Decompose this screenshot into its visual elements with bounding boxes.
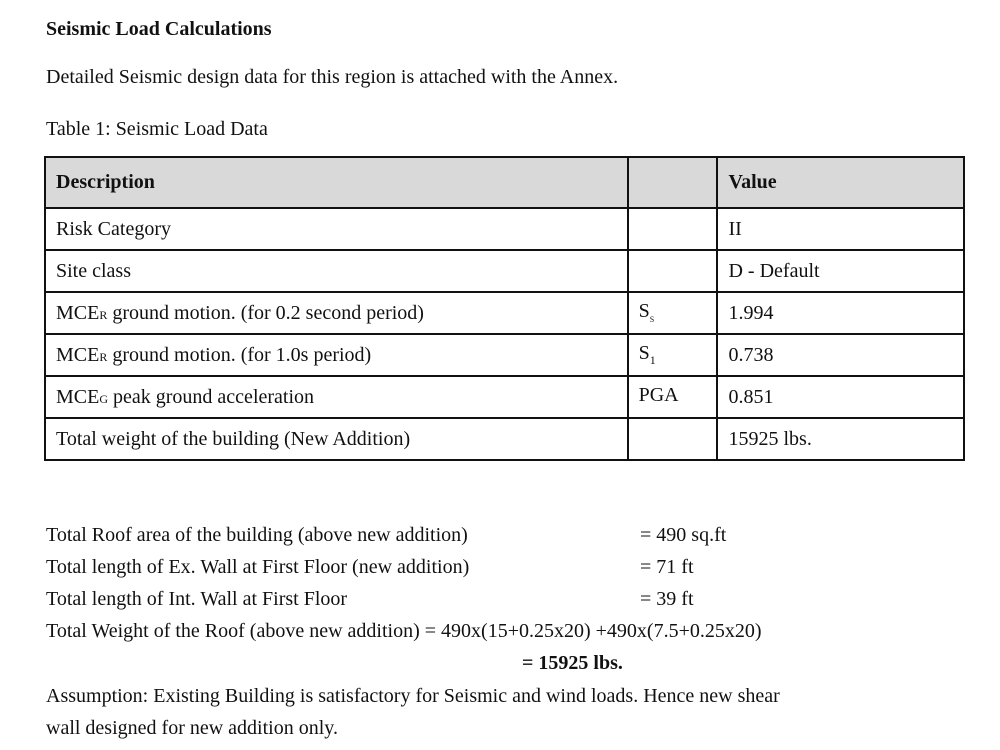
table-header-row — [45, 157, 964, 208]
row-description: Site class — [45, 250, 628, 292]
section-title: Seismic Load Calculations — [46, 18, 272, 40]
row-value: D - Default — [717, 250, 964, 292]
calc-label: Total Roof area of the building (above new addition) — [46, 524, 468, 546]
row-description: MCER ground motion. (for 1.0s period) — [45, 334, 628, 376]
row-symbol — [628, 250, 718, 292]
table-row — [45, 418, 964, 460]
table-row — [45, 250, 964, 292]
row-value: 1.994 — [717, 292, 964, 334]
row-symbol: PGA — [628, 376, 718, 418]
calc-value: = 39 ft — [640, 588, 694, 610]
row-symbol — [628, 208, 718, 250]
calc-value: = 71 ft — [640, 556, 694, 578]
table-row — [45, 292, 964, 334]
header-value: Value — [717, 157, 964, 208]
roof-weight-line: Total Weight of the Roof (above new addition) = 490x(15+0.25x20) +490x(7.5+0.25x20) — [46, 620, 762, 642]
row-symbol — [628, 418, 718, 460]
row-description: MCER ground motion. (for 0.2 second period) — [45, 292, 628, 334]
calc-label: Total length of Int. Wall at First Floor — [46, 588, 348, 610]
row-description: Risk Category — [45, 208, 628, 250]
calc-label: Total length of Ex. Wall at First Floor (new addition) — [46, 556, 470, 578]
header-description: Description — [45, 157, 628, 208]
row-value: II — [717, 208, 964, 250]
row-value: 0.738 — [717, 334, 964, 376]
roof-weight-result: = 15925 lbs. — [522, 652, 623, 674]
table-caption: Table 1: Seismic Load Data — [46, 118, 268, 140]
row-symbol: $S_s$ — [628, 292, 718, 334]
row-value: 0.851 — [717, 376, 964, 418]
intro-text: Detailed Seismic design data for this region is attached with the Annex. — [46, 66, 619, 88]
row-description: Total weight of the building (New Addition) — [45, 418, 628, 460]
table-row — [45, 376, 964, 418]
row-value: 15925 lbs. — [717, 418, 964, 460]
header-symbol — [628, 157, 718, 208]
table-row — [45, 208, 964, 250]
calc-value: = 490 sq.ft — [640, 524, 727, 546]
row-symbol: $S_1$ — [628, 334, 718, 376]
assumption-text: Assumption: Existing Building is satisfactory for Seismic and wind loads. Hence new shear — [46, 685, 780, 707]
row-description: MCEG peak ground acceleration — [45, 376, 628, 418]
assumption-text-cont: wall designed for new addition only. — [46, 717, 338, 739]
table-row — [45, 334, 964, 376]
seismic-load-table — [44, 156, 965, 461]
